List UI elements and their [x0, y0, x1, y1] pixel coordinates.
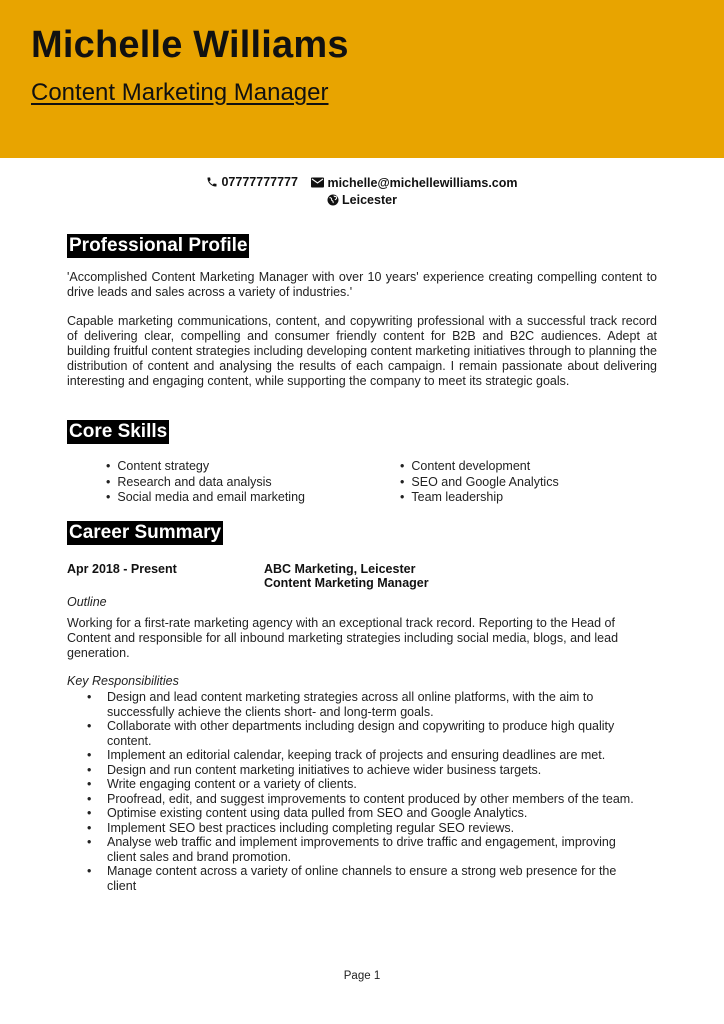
section-heading-profile: Professional Profile — [69, 235, 248, 256]
responsibility-item: • Design and run content marketing initiatives to achieve wider business targets. — [107, 763, 647, 778]
responsibility-item: • Design and lead content marketing strategies across all online platforms, with the aim to successfully achieve the clients short- and long-term goals. — [107, 690, 647, 719]
contact-row-secondary — [0, 193, 724, 209]
section-heading-skills: Core Skills — [69, 421, 168, 442]
skill-item: • SEO and Google Analytics — [400, 475, 559, 491]
contact-phone — [206, 175, 297, 189]
responsibility-item: • Implement SEO best practices including completing regular SEO reviews. — [107, 821, 647, 836]
skill-item: • Team leadership — [400, 490, 559, 506]
location-text: Leicester — [342, 193, 397, 207]
responsibility-item: • Analyse web traffic and implement improvements to drive traffic and engagement, improving client sales and brand promotion. — [107, 835, 647, 864]
skills-list-right — [400, 459, 559, 506]
job-role: Content Marketing Manager — [264, 576, 429, 590]
job-company: ABC Marketing, Leicester — [264, 562, 416, 576]
responsibilities-list — [107, 690, 647, 893]
profile-body: Capable marketing communications, content, and copywriting professional with a successful track record of delivering clear, compelling and consumer friendly content for B2B and B2C audiences. Adept at building fruitful content strategies including developing content marketing initiatives through to planning the distribution of content and analysing the results of each campaign. I remain passionate about delivering interesting and engaging content, while supporting the company to meet its strategic goals. — [67, 314, 657, 388]
skill-item: • Research and data analysis — [106, 475, 305, 491]
skill-item: • Content strategy — [106, 459, 305, 475]
responsibility-item: • Optimise existing content using data pulled from SEO and Google Analytics. — [107, 806, 647, 821]
skills-list-left — [106, 459, 305, 506]
responsibility-item: • Manage content across a variety of online channels to ensure a strong web presence for the client — [107, 864, 647, 893]
responsibility-item: • Proofread, edit, and suggest improvements to content produced by other members of the team. — [107, 792, 647, 807]
profile-quote: 'Accomplished Content Marketing Manager with over 10 years' experience creating compelling content to drive leads and sales across a variety of industries.' — [67, 270, 657, 299]
phone-icon — [206, 176, 218, 188]
contact-location — [327, 193, 397, 207]
responsibilities-label: Key Responsibilities — [67, 674, 179, 688]
responsibility-item: • Write engaging content or a variety of clients. — [107, 777, 647, 792]
job-outline: Working for a first-rate marketing agency with an exceptional track record. Reporting to the Head of Content and responsible for all inbound marketing strategies including social media, blogs, and lead generation. — [67, 616, 619, 660]
responsibility-item: • Implement an editorial calendar, keeping track of projects and ensuring deadlines are met. — [107, 748, 647, 763]
candidate-name: Michelle Williams — [31, 24, 349, 66]
page-number: Page 1 — [343, 970, 381, 982]
globe-icon — [327, 194, 339, 206]
email-address: michelle@michellewilliams.com — [327, 175, 518, 190]
job-dates: Apr 2018 - Present — [67, 562, 177, 576]
skill-item: • Social media and email marketing — [106, 490, 305, 506]
section-heading-career: Career Summary — [69, 522, 222, 543]
envelope-icon — [311, 177, 324, 188]
contact-email — [311, 176, 517, 190]
contact-row-primary — [0, 175, 724, 191]
phone-number: 07777777777 — [221, 175, 298, 189]
responsibility-item: • Collaborate with other departments including design and copywriting to produce high quality content. — [107, 719, 647, 748]
outline-label: Outline — [67, 595, 107, 609]
skill-item: • Content development — [400, 459, 559, 475]
candidate-title: Content Marketing Manager — [31, 79, 329, 106]
